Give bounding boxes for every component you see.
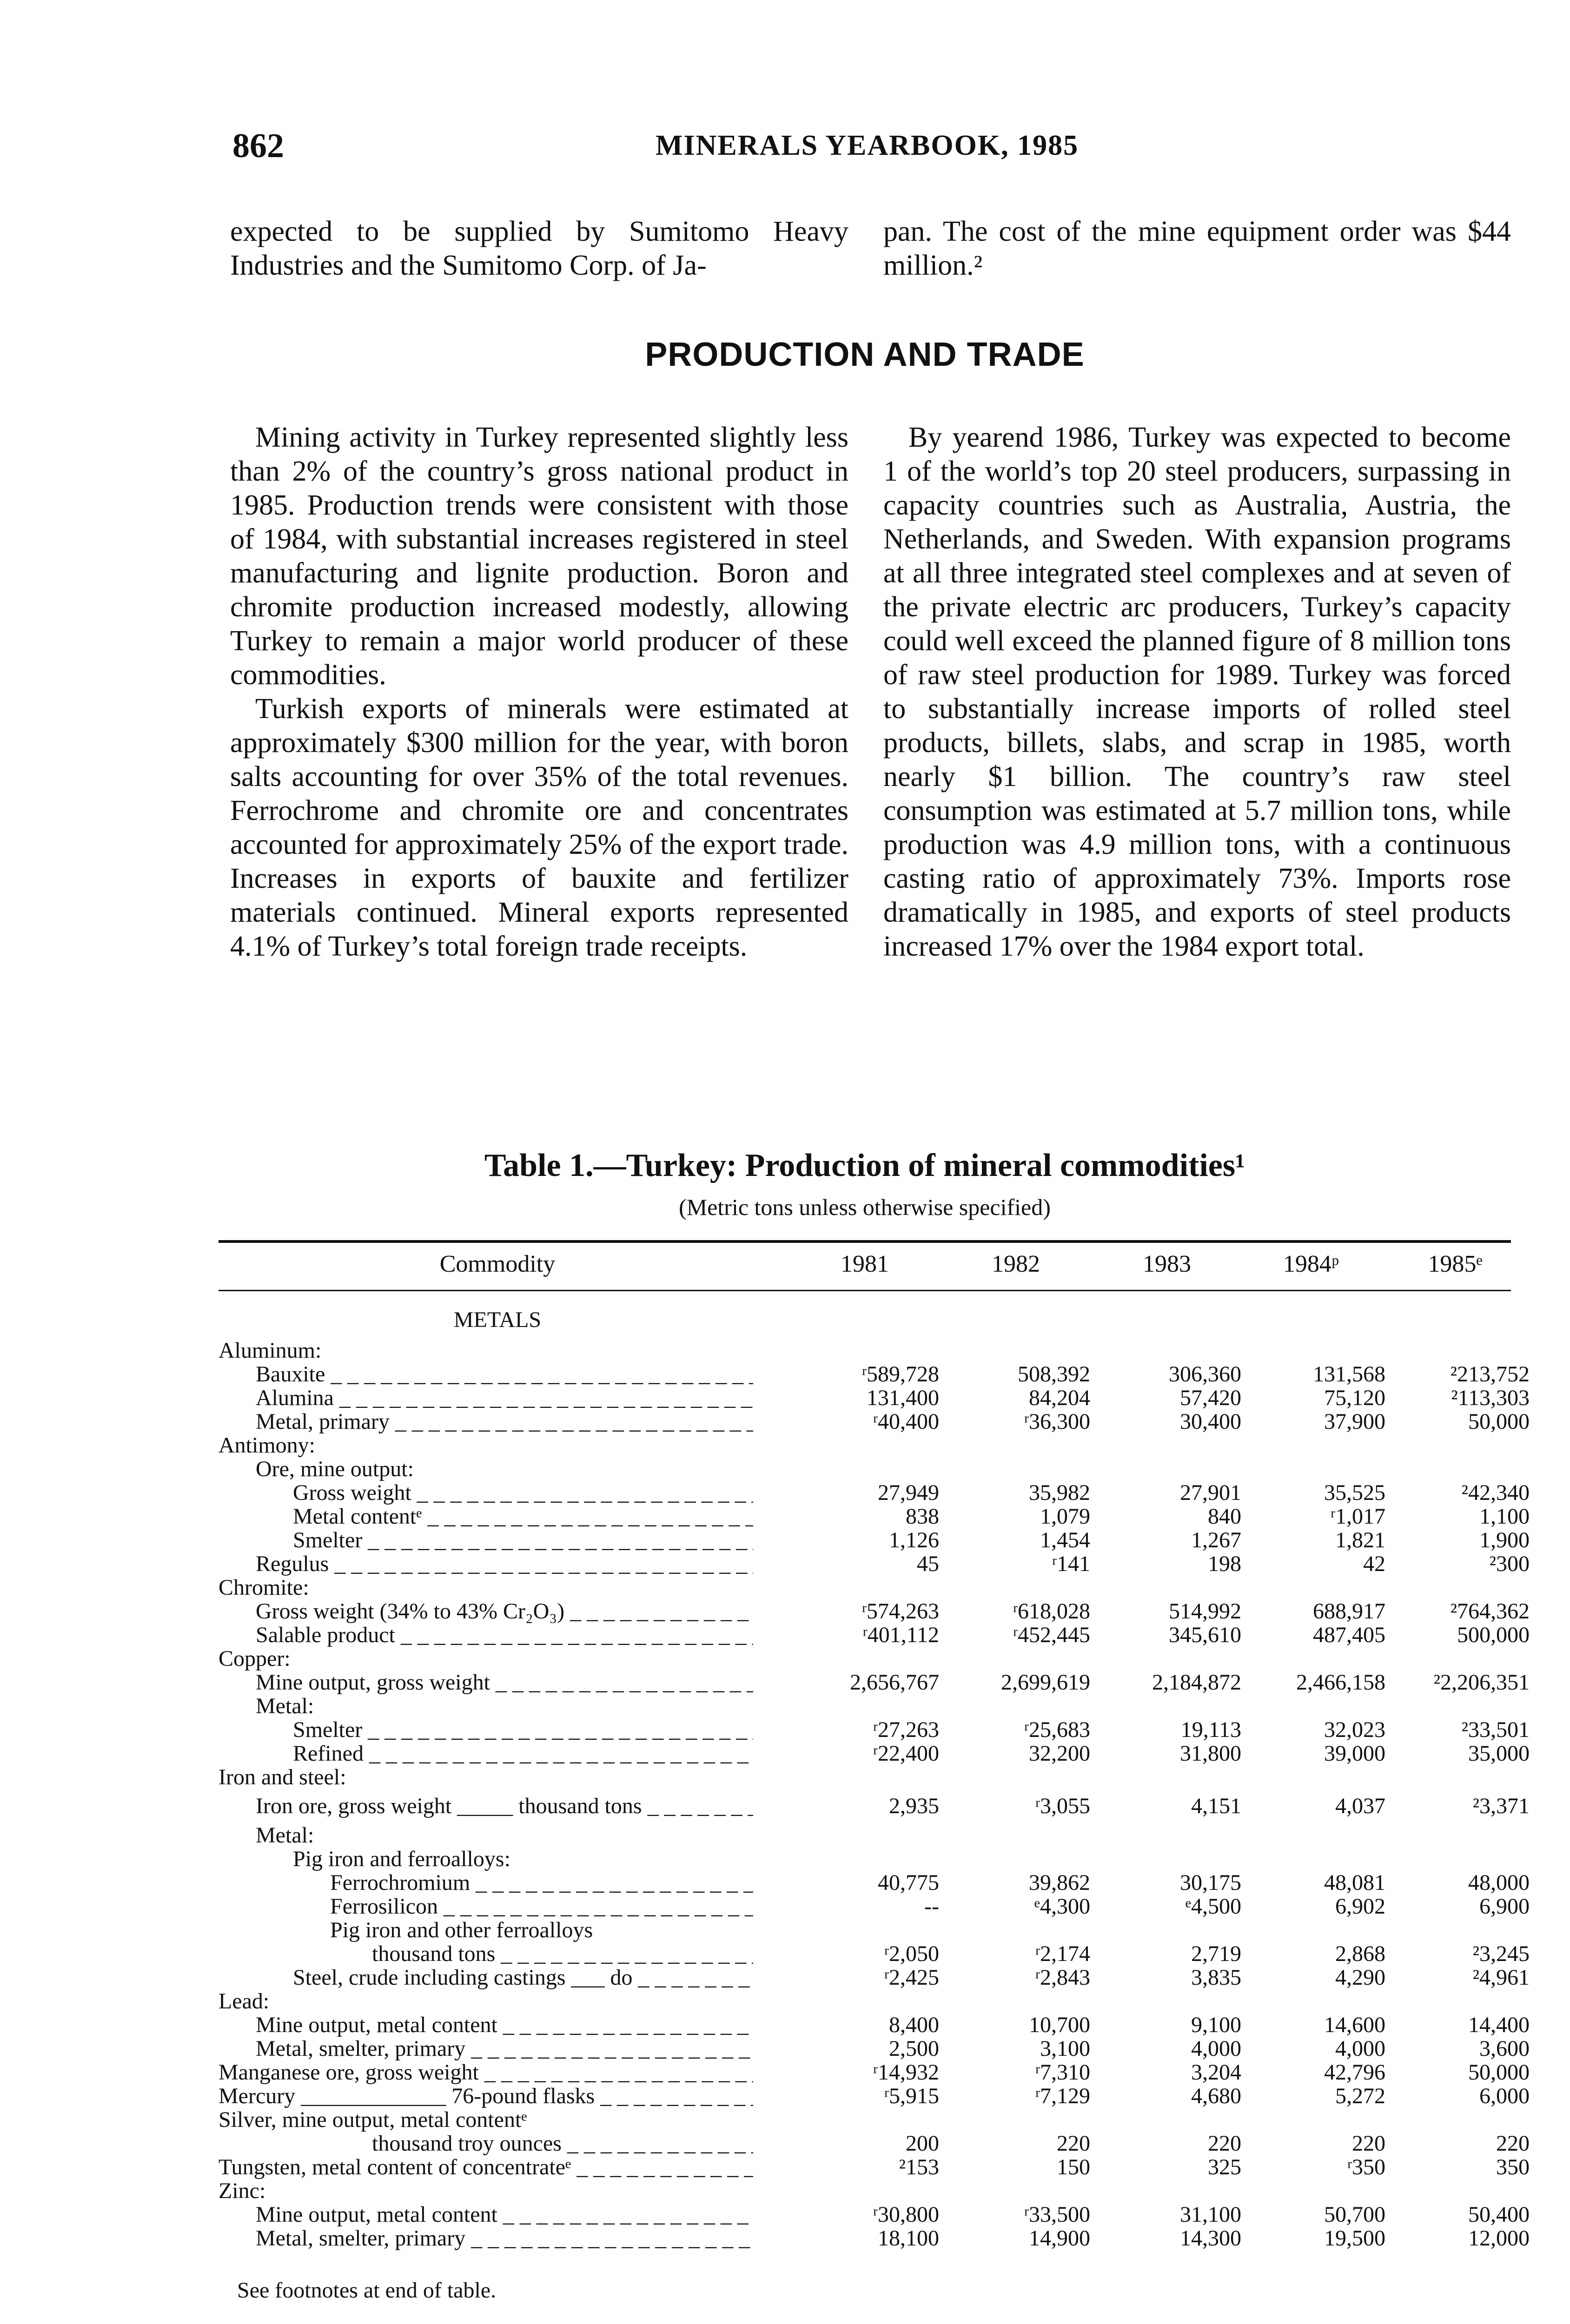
value-cell: ʳ22,400 xyxy=(873,1741,939,1766)
value-cell: 1,079 xyxy=(1040,1504,1090,1529)
value-cell: ʳ574,263 xyxy=(861,1599,939,1624)
value-cell: 19,113 xyxy=(1180,1717,1241,1742)
value-cell: ²33,501 xyxy=(1461,1717,1530,1742)
value-cell: ²764,362 xyxy=(1450,1599,1530,1624)
table-row xyxy=(219,1918,1511,1942)
table-row xyxy=(219,1789,1530,1823)
commodity-label: Refined _ _ _ xyxy=(293,1742,753,1765)
value-cell: 2,868 xyxy=(1335,1941,1385,1966)
table-row xyxy=(219,1552,1530,1576)
table-row xyxy=(219,1339,1511,1362)
value-cell: ʳ36,300 xyxy=(1024,1409,1090,1434)
table-section-heading-row xyxy=(219,1301,1511,1339)
value-cell: ²300 xyxy=(1489,1552,1530,1576)
value-cell: ʳ33,500 xyxy=(1024,2202,1090,2227)
table-row xyxy=(219,2202,1530,2227)
value-cell: ²4,961 xyxy=(1472,1965,1530,1990)
table-row xyxy=(219,2131,1530,2156)
value-cell: 3,100 xyxy=(1040,2036,1090,2061)
value-cell: 3,204 xyxy=(1191,2060,1241,2085)
commodity-label: Metal, primary _ _ _ xyxy=(256,1410,753,1433)
value-cell: 50,000 xyxy=(1468,1409,1530,1434)
value-cell: 30,400 xyxy=(1180,1409,1241,1434)
intro-right-column xyxy=(883,215,1511,283)
commodity-label: Mine output, metal content _ _ _ xyxy=(256,2013,753,2037)
value-cell: ʳ2,425 xyxy=(884,1965,939,1990)
paragraph-mining-activity: Mining activity in Turkey represented slightly less than 2% of the country’s gross national product in 1985. Production trends were consistent with those of 1984, with substantial increases registered in steel manufacturing and lignite production. Boron and chromite production increased modestly, allowing Turkey to remain a major world producer of these commodities. xyxy=(230,422,848,691)
table-row xyxy=(219,1941,1530,1966)
commodity-label: Pig iron and other ferroalloys xyxy=(330,1918,593,1942)
table-row xyxy=(219,1599,1530,1624)
value-cell: 325 xyxy=(1208,2155,1241,2179)
value-cell: 10,700 xyxy=(1029,2013,1090,2037)
value-cell: ʳ2,050 xyxy=(884,1941,939,1966)
value-cell: ²3,371 xyxy=(1472,1794,1530,1818)
value-cell: 14,600 xyxy=(1324,2013,1385,2037)
section-heading: METALS xyxy=(453,1307,542,1332)
value-cell: 39,000 xyxy=(1324,1741,1385,1766)
commodity-label: Regulus _ _ _ xyxy=(256,1552,753,1576)
value-cell: 42,796 xyxy=(1324,2060,1385,2085)
value-cell: 306,360 xyxy=(1169,1362,1241,1386)
table-row xyxy=(219,1457,1511,1481)
value-cell: 1,267 xyxy=(1191,1528,1241,1552)
value-cell: ᵉ4,500 xyxy=(1185,1894,1241,1919)
value-cell: 487,405 xyxy=(1313,1623,1385,1647)
table-row xyxy=(219,1870,1530,1895)
value-cell: 838 xyxy=(906,1504,939,1529)
value-cell: 4,151 xyxy=(1191,1794,1241,1818)
value-cell: 1,900 xyxy=(1479,1528,1530,1552)
value-cell: ʳ2,843 xyxy=(1035,1965,1090,1990)
header-commodity: Commodity xyxy=(439,1251,556,1277)
header-year: 1985ᵉ xyxy=(1428,1251,1483,1277)
table-row xyxy=(219,1741,1530,1766)
body-right-column xyxy=(883,421,1511,964)
value-cell: 14,900 xyxy=(1029,2226,1090,2251)
commodity-label: Alumina _ _ _ xyxy=(256,1386,753,1410)
value-cell: ʳ7,129 xyxy=(1035,2084,1090,2108)
value-cell: 200 xyxy=(906,2131,939,2156)
table-row xyxy=(219,1847,1511,1871)
commodity-label: Aluminum: xyxy=(219,1339,322,1362)
value-cell: 150 xyxy=(1057,2155,1090,2179)
value-cell: ²2,206,351 xyxy=(1433,1670,1530,1695)
value-cell: ʳ589,728 xyxy=(861,1362,939,1386)
footnote-reference: See footnotes at end of table. xyxy=(237,2278,497,2303)
value-cell: 4,000 xyxy=(1191,2036,1241,2061)
table-top-rule xyxy=(219,1240,1511,1243)
value-cell: 2,466,158 xyxy=(1296,1670,1385,1695)
commodity-label: Ore, mine output: xyxy=(256,1457,414,1481)
commodity-label: Pig iron and ferroalloys: xyxy=(293,1847,510,1871)
value-cell: ²153 xyxy=(899,2155,939,2179)
value-cell: 27,901 xyxy=(1180,1480,1241,1505)
value-cell: 1,126 xyxy=(889,1528,939,1552)
value-cell: ʳ2,174 xyxy=(1035,1941,1090,1966)
value-cell: 514,992 xyxy=(1169,1599,1241,1624)
value-cell: ʳ350 xyxy=(1347,2155,1385,2179)
value-cell: 84,204 xyxy=(1029,1386,1090,1410)
value-cell: 50,700 xyxy=(1324,2202,1385,2227)
value-cell: 4,037 xyxy=(1335,1794,1385,1818)
value-cell: 35,000 xyxy=(1468,1741,1530,1766)
value-cell: 57,420 xyxy=(1180,1386,1241,1410)
table-header-rule xyxy=(219,1290,1511,1291)
value-cell: 40,775 xyxy=(878,1870,939,1895)
value-cell: 198 xyxy=(1208,1552,1241,1576)
value-cell: 9,100 xyxy=(1191,2013,1241,2037)
value-cell: 30,175 xyxy=(1180,1870,1241,1895)
value-cell: 32,023 xyxy=(1324,1717,1385,1742)
page-number: 862 xyxy=(232,127,284,165)
commodity-label: Gross weight (34% to 43% Cr₂O₃) _ _ _ xyxy=(256,1599,753,1623)
value-cell: ʳ141 xyxy=(1052,1552,1090,1576)
commodity-label: Tungsten, metal content of concentrateᵉ _ _ _ xyxy=(219,2155,753,2179)
table-row xyxy=(219,1765,1511,1789)
commodity-label: Metal: xyxy=(256,1694,314,1718)
value-cell: 220 xyxy=(1496,2131,1530,2156)
commodity-label: Chromite: xyxy=(219,1576,309,1599)
value-cell: 350 xyxy=(1496,2155,1530,2179)
table-row xyxy=(219,1989,1511,2013)
value-cell: ʳ14,932 xyxy=(873,2060,939,2085)
commodity-label: Gross weight _ _ _ xyxy=(293,1481,753,1505)
value-cell: 2,500 xyxy=(889,2036,939,2061)
table-row xyxy=(219,1480,1530,1505)
table-row xyxy=(219,1504,1530,1529)
table-body xyxy=(219,1301,1530,2251)
value-cell: 6,000 xyxy=(1479,2084,1530,2108)
value-cell: 131,400 xyxy=(867,1386,939,1410)
paragraph-turkish-exports: Turkish exports of minerals were estimated at approximately $300 million for the year, with boron salts accounting for over 35% of the total revenues. Ferrochrome and chromite ore and concentrates accounted for approximately 25% of the export trade. Increases in exports of bauxite and fertilizer materials continued. Mineral exports represented 4.1% of Turkey’s total foreign trade receipts. xyxy=(230,693,848,962)
value-cell: 220 xyxy=(1057,2131,1090,2156)
value-cell: 220 xyxy=(1208,2131,1241,2156)
value-cell: 39,862 xyxy=(1029,1870,1090,1895)
value-cell: 6,902 xyxy=(1335,1894,1385,1919)
commodity-label: Antimony: xyxy=(219,1433,316,1457)
commodity-label: thousand tons _ _ _ xyxy=(372,1942,753,1966)
value-cell: ʳ7,310 xyxy=(1035,2060,1090,2085)
value-cell: ʳ401,112 xyxy=(862,1623,939,1647)
value-cell: 14,400 xyxy=(1468,2013,1530,2037)
value-cell: ʳ1,017 xyxy=(1330,1504,1385,1529)
commodity-label: Metal, smelter, primary _ _ _ xyxy=(256,2037,753,2060)
commodity-label: Metal: xyxy=(256,1823,314,1847)
value-cell: -- xyxy=(924,1894,939,1919)
commodity-label: Ferrosilicon _ _ _ xyxy=(330,1895,753,1918)
value-cell: 688,917 xyxy=(1313,1599,1385,1624)
value-cell: 35,525 xyxy=(1324,1480,1385,1505)
value-cell: 840 xyxy=(1208,1504,1241,1529)
body-left-column xyxy=(230,421,848,964)
header-year: 1981 xyxy=(841,1251,889,1277)
commodity-label: Zinc: xyxy=(219,2179,266,2203)
value-cell: 131,568 xyxy=(1313,1362,1385,1386)
value-cell: 14,300 xyxy=(1180,2226,1241,2251)
value-cell: 42 xyxy=(1363,1552,1385,1576)
value-cell: 35,982 xyxy=(1029,1480,1090,1505)
value-cell: 5,272 xyxy=(1335,2084,1385,2108)
value-cell: ʳ618,028 xyxy=(1013,1599,1090,1624)
commodity-label: Iron ore, gross weight _____ thousand tons _ _ _ xyxy=(256,1789,753,1823)
table-row xyxy=(219,2036,1530,2061)
table-row xyxy=(219,1433,1511,1457)
value-cell: 508,392 xyxy=(1018,1362,1090,1386)
value-cell: ᵉ4,300 xyxy=(1034,1894,1090,1919)
table-row xyxy=(219,1670,1530,1695)
commodity-label: Metal, smelter, primary _ _ _ xyxy=(256,2226,753,2250)
value-cell: 8,400 xyxy=(889,2013,939,2037)
value-cell: ʳ3,055 xyxy=(1035,1794,1090,1818)
table-header-row xyxy=(0,1250,1570,1283)
value-cell: ʳ452,445 xyxy=(1013,1623,1090,1647)
value-cell: 12,000 xyxy=(1468,2226,1530,2251)
value-cell: 220 xyxy=(1352,2131,1385,2156)
header-year: 1984ᵖ xyxy=(1283,1251,1339,1277)
value-cell: 27,949 xyxy=(878,1480,939,1505)
commodity-label: Manganese ore, gross weight _ _ _ xyxy=(219,2060,753,2084)
value-cell: ²213,752 xyxy=(1450,1362,1530,1386)
commodity-label: Silver, mine output, metal contentᵉ xyxy=(219,2108,527,2132)
commodity-label: Ferrochromium _ _ _ xyxy=(330,1871,753,1895)
value-cell: 48,000 xyxy=(1468,1870,1530,1895)
commodity-label: Iron and steel: xyxy=(219,1765,346,1789)
value-cell: 1,821 xyxy=(1335,1528,1385,1552)
table-row xyxy=(219,1894,1530,1919)
table-row xyxy=(219,1717,1530,1742)
table-row xyxy=(219,1694,1511,1718)
value-cell: ʳ40,400 xyxy=(873,1409,939,1434)
value-cell: 2,699,619 xyxy=(1001,1670,1090,1695)
value-cell: ʳ30,800 xyxy=(873,2202,939,2227)
value-cell: 2,935 xyxy=(889,1794,939,1818)
value-cell: 3,600 xyxy=(1479,2036,1530,2061)
value-cell: 2,184,872 xyxy=(1152,1670,1241,1695)
value-cell: 2,656,767 xyxy=(850,1670,939,1695)
table-row xyxy=(219,1965,1530,1990)
value-cell: 2,719 xyxy=(1191,1941,1241,1966)
table-row xyxy=(219,1576,1511,1599)
value-cell: ʳ5,915 xyxy=(884,2084,939,2108)
table-title: Table 1.—Turkey: Production of mineral commodities¹ xyxy=(484,1148,1245,1183)
table-row xyxy=(219,2013,1530,2037)
table-row xyxy=(219,1647,1511,1670)
commodity-label: Mercury _____________ 76-pound flasks _ _ _ xyxy=(219,2084,753,2108)
value-cell: ʳ27,263 xyxy=(873,1717,939,1742)
intro-right-text: pan. The cost of the mine equipment order was $44 million.² xyxy=(883,216,1511,281)
value-cell: ²113,303 xyxy=(1451,1386,1530,1410)
intro-left-column xyxy=(230,215,848,283)
value-cell: 4,680 xyxy=(1191,2084,1241,2108)
value-cell: 31,800 xyxy=(1180,1741,1241,1766)
header-year: 1983 xyxy=(1143,1251,1191,1277)
commodity-label: Metal contentᵉ _ _ _ xyxy=(293,1505,753,1528)
value-cell: 3,835 xyxy=(1191,1965,1241,1990)
running-head: MINERALS YEARBOOK, 1985 xyxy=(656,130,1079,161)
section-title: PRODUCTION AND TRADE xyxy=(645,336,1085,373)
value-cell: 50,400 xyxy=(1468,2202,1530,2227)
header-year: 1982 xyxy=(992,1251,1040,1277)
value-cell: ʳ25,683 xyxy=(1024,1717,1090,1742)
table-row xyxy=(219,1623,1530,1647)
value-cell: 19,500 xyxy=(1324,2226,1385,2251)
value-cell: ²42,340 xyxy=(1461,1480,1530,1505)
table-row xyxy=(219,2179,1511,2203)
table-row xyxy=(219,2060,1530,2085)
page-header xyxy=(219,126,1511,164)
value-cell: 37,900 xyxy=(1324,1409,1385,1434)
table-row xyxy=(219,1409,1530,1434)
table-row xyxy=(219,2226,1530,2251)
commodity-label: Salable product _ _ _ xyxy=(256,1623,753,1647)
value-cell: 18,100 xyxy=(878,2226,939,2251)
commodity-label: Lead: xyxy=(219,1989,270,2013)
commodity-label: Smelter _ _ _ xyxy=(293,1718,753,1742)
value-cell: 500,000 xyxy=(1457,1623,1530,1647)
commodity-label: Mine output, gross weight _ _ _ xyxy=(256,1670,753,1694)
value-cell: 345,610 xyxy=(1169,1623,1241,1647)
paragraph-steel-producers: By yearend 1986, Turkey was expected to become 1 of the world’s top 20 steel producers, surpassing in capacity countries such as Australia, Austria, the Netherlands, and Sweden. With expansion programs at all three integrated steel complexes and at seven of the private electric arc producers, Turkey’s capacity could well exceed the planned figure of 8 million tons of raw steel production for 1989. Turkey was forced to substantially increase imports of rolled steel products, billets, slabs, and scrap in 1985, worth nearly $1 billion. The country’s raw steel consumption was estimated at 5.7 million tons, while production was 4.9 million tons, with a continuous casting ratio of approximately 73%. Imports rose dramatically in 1985, and exports of steel products increased 17% over the 1984 export total. xyxy=(883,422,1511,962)
value-cell: 45 xyxy=(917,1552,939,1576)
value-cell: 4,000 xyxy=(1335,2036,1385,2061)
value-cell: 32,200 xyxy=(1029,1741,1090,1766)
commodity-label: Smelter _ _ _ xyxy=(293,1528,753,1552)
commodity-label: Copper: xyxy=(219,1647,291,1670)
commodity-label: Bauxite _ _ _ xyxy=(256,1362,753,1386)
value-cell: 1,454 xyxy=(1040,1528,1090,1552)
table-row xyxy=(219,2155,1530,2179)
table-row xyxy=(219,1386,1530,1410)
intro-left-text: expected to be supplied by Sumitomo Heavy Industries and the Sumitomo Corp. of Ja- xyxy=(230,216,848,281)
value-cell: 31,100 xyxy=(1180,2202,1241,2227)
value-cell: 6,900 xyxy=(1479,1894,1530,1919)
table-row xyxy=(219,2108,1511,2132)
table-row xyxy=(219,1823,1511,1847)
commodity-label: Steel, crude including castings ___ do _ _ _ xyxy=(293,1966,753,1989)
commodity-label: Mine output, metal content _ _ _ xyxy=(256,2203,753,2226)
table-row xyxy=(219,1362,1530,1386)
table-row xyxy=(219,1528,1530,1552)
value-cell: 75,120 xyxy=(1324,1386,1385,1410)
commodity-label: thousand troy ounces _ _ _ xyxy=(372,2132,753,2155)
table-row xyxy=(219,2084,1530,2108)
value-cell: 4,290 xyxy=(1335,1965,1385,1990)
value-cell: 50,000 xyxy=(1468,2060,1530,2085)
value-cell: 48,081 xyxy=(1324,1870,1385,1895)
table-subtitle: (Metric tons unless otherwise specified) xyxy=(679,1194,1051,1220)
value-cell: ²3,245 xyxy=(1472,1941,1530,1966)
value-cell: 1,100 xyxy=(1479,1504,1530,1529)
